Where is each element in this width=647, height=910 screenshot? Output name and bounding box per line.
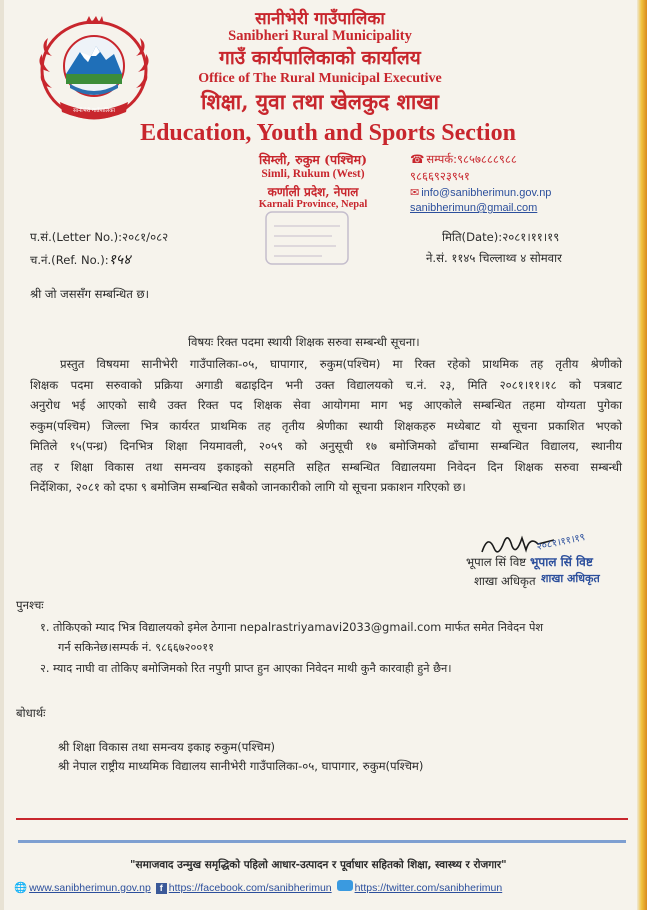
- postscript-item-1-cont: गर्न सकिनेछ।सम्पर्क नं. ९८६६७२००११: [58, 641, 215, 654]
- header-municipality-en: Sanibheri Rural Municipality: [228, 28, 412, 44]
- body-line: तह र शिक्षा विकास तथा समन्वय इकाइको सहमति सहित सम्बन्धित विद्यालयमा निवेदन दिन शिक्षक सरुवा सम्बन्धी: [30, 459, 622, 474]
- facebook-icon: f: [156, 883, 167, 894]
- contact-phone-2: ९८६६९२३९५१: [410, 169, 470, 183]
- contact-email-2[interactable]: sanibherimun@gmail.com: [410, 202, 538, 214]
- emblem-banner-text: सानीभेरी गाउँपालिका: [73, 108, 115, 114]
- subject-line: विषयः रिक्त पदमा स्थायी शिक्षक सरुवा सम्बन्धी सूचना।: [188, 335, 420, 349]
- footer-links: [14, 880, 504, 894]
- page-edge: [0, 0, 4, 910]
- ref-number-handwritten: १५४: [108, 252, 131, 268]
- address-en: Simli, Rukum (West): [261, 168, 365, 180]
- contact-phone-1: [410, 152, 517, 167]
- signature-stamp-name: भूपाल सिं विष्ट: [530, 555, 593, 569]
- header-municipality-np: सानीभेरी गाउँपालिका: [255, 9, 385, 29]
- postscript-label: पुनश्चः: [16, 598, 44, 612]
- body-line: मितिले १५(पन्ध्र) दिनभित्र शिक्षा नियमावली, २०५९ को अनुसूची १७ बमोजिमको ढाँचामा सम्बन्धित विद्यालय, स्थानीय: [30, 439, 622, 453]
- cc-label: बोधार्थः: [16, 706, 46, 720]
- recipient-line: श्री जो जससँग सम्बन्धित छ।: [30, 287, 150, 301]
- postscript-item-2: २. म्याद नाघी वा तोकिए बमोजिमको रित नपुगी प्राप्त हुन आएका निवेदन माथी कुनै कारवाही हुने छैन।: [40, 662, 452, 675]
- twitter-link[interactable]: https://twitter.com/sanibherimun: [354, 882, 503, 894]
- letter-number: प.सं.(Letter No.):२०८१/०८२: [30, 230, 169, 244]
- phone-number-1: ९८५७८८८९८८: [457, 152, 517, 166]
- twitter-icon: [337, 880, 353, 891]
- signature-stamp-title: शाखा अधिकृत: [541, 572, 600, 585]
- ref-number-row: [30, 250, 131, 269]
- cc-line-2: श्री नेपाल राष्ट्रीय माध्यमिक विद्यालय सानीभेरी गाउँपालिका-०५, घापागार, रुकुम(पश्चिम): [58, 759, 424, 773]
- contact-email[interactable]: [410, 186, 551, 199]
- body-paragraph: [30, 354, 622, 498]
- postscript-item-1: १. तोकिएको म्याद भित्र विद्यालयको इमेल ठेगाना nepalrastriyamavi2033@gmail.com मार्फत समेत निवेदन पेश: [40, 621, 544, 634]
- globe-icon: 🌐: [14, 882, 28, 894]
- page-edge-highlight: [637, 0, 647, 910]
- province-en: Karnali Province, Nepal: [258, 199, 368, 210]
- signatory-name: भूपाल सिं विष्ट: [466, 555, 527, 569]
- body-line: प्रस्तुत विषयमा सानीभेरी गाउँपालिका-०५, घापागार, रुकुम(पश्चिम) मा रिक्त रहेको प्राथमिक तह तृतीय श्रेणीको: [60, 357, 622, 371]
- header-section-np: शिक्षा, युवा तथा खेलकुद शाखा: [201, 89, 439, 114]
- body-line: शिक्षक पदमा सरुवाको प्रक्रिया अगाडी बढाइदिन भनी उक्त विद्यालयको च.नं. २३, मिति २०८१।११।१८ को पत्रबाट: [30, 377, 622, 392]
- email-icon: ✉: [410, 187, 420, 199]
- address-np: सिम्ली, रुकुम (पश्चिम): [258, 152, 368, 167]
- office-stamp-icon: [262, 208, 352, 268]
- phone-icon: ☎: [410, 152, 425, 166]
- nepal-sambat-date: ने.सं. ११४५ चिल्लाथ्व ४ सोमवार: [426, 251, 562, 265]
- facebook-link[interactable]: https://facebook.com/sanibherimun: [168, 882, 332, 894]
- footer-divider-blue: [18, 840, 626, 843]
- body-line: निर्देशिका, २०८१ को दफा ९ बमोजिम सम्बन्धित सबैको जानकारीको लागि यो सूचना प्रकाशन गरिएको छ।: [30, 480, 466, 494]
- cc-line-1: श्री शिक्षा विकास तथा समन्वय इकाइ रुकुम(पश्चिम): [58, 740, 276, 754]
- website-link[interactable]: www.sanibherimun.gov.np: [29, 882, 151, 894]
- signatory-title: शाखा अधिकृत: [474, 574, 536, 588]
- letter-date: मिति(Date):२०८१।११।१९: [442, 230, 560, 244]
- phone-label: सम्पर्क:: [426, 152, 458, 166]
- municipality-emblem-icon: [34, 14, 154, 126]
- email-address[interactable]: info@sanibherimun.gov.np: [421, 187, 552, 199]
- header-office-en: Office of The Rural Municipal Executive: [198, 71, 442, 86]
- body-line: रुकुम(पश्चिम) जिल्ला भित्र कार्यरत प्राथमिक तह तृतीय श्रेणीका स्थायी शिक्षकहरु मध्येबाट यो सूचना प्रकाशित भएको: [30, 418, 622, 433]
- body-line: अनुरोध भई आएको साथै उक्त रिक्त पद शिक्षक सेवा आयोगमा माग भइ आएकोले सम्बन्धित तहमा योग्यता पुगेका: [30, 398, 622, 412]
- signature-date: २०८१।११।१९: [535, 531, 587, 553]
- footer-divider-red: [16, 818, 628, 820]
- footer-motto: "समाजवाद उन्मुख समृद्धिको पहिलो आधार-उत्पादन र पूर्वाधार सहितको शिक्षा, स्वास्थ्य र रोजगार": [130, 859, 507, 871]
- header-section-en: Education, Youth and Sports Section: [140, 120, 516, 146]
- ref-number-label: च.नं.(Ref. No.):: [30, 253, 109, 267]
- header-office-np: गाउँ कार्यपालिकाको कार्यालय: [219, 47, 421, 69]
- province-np: कर्णाली प्रदेश, नेपाल: [267, 185, 359, 199]
